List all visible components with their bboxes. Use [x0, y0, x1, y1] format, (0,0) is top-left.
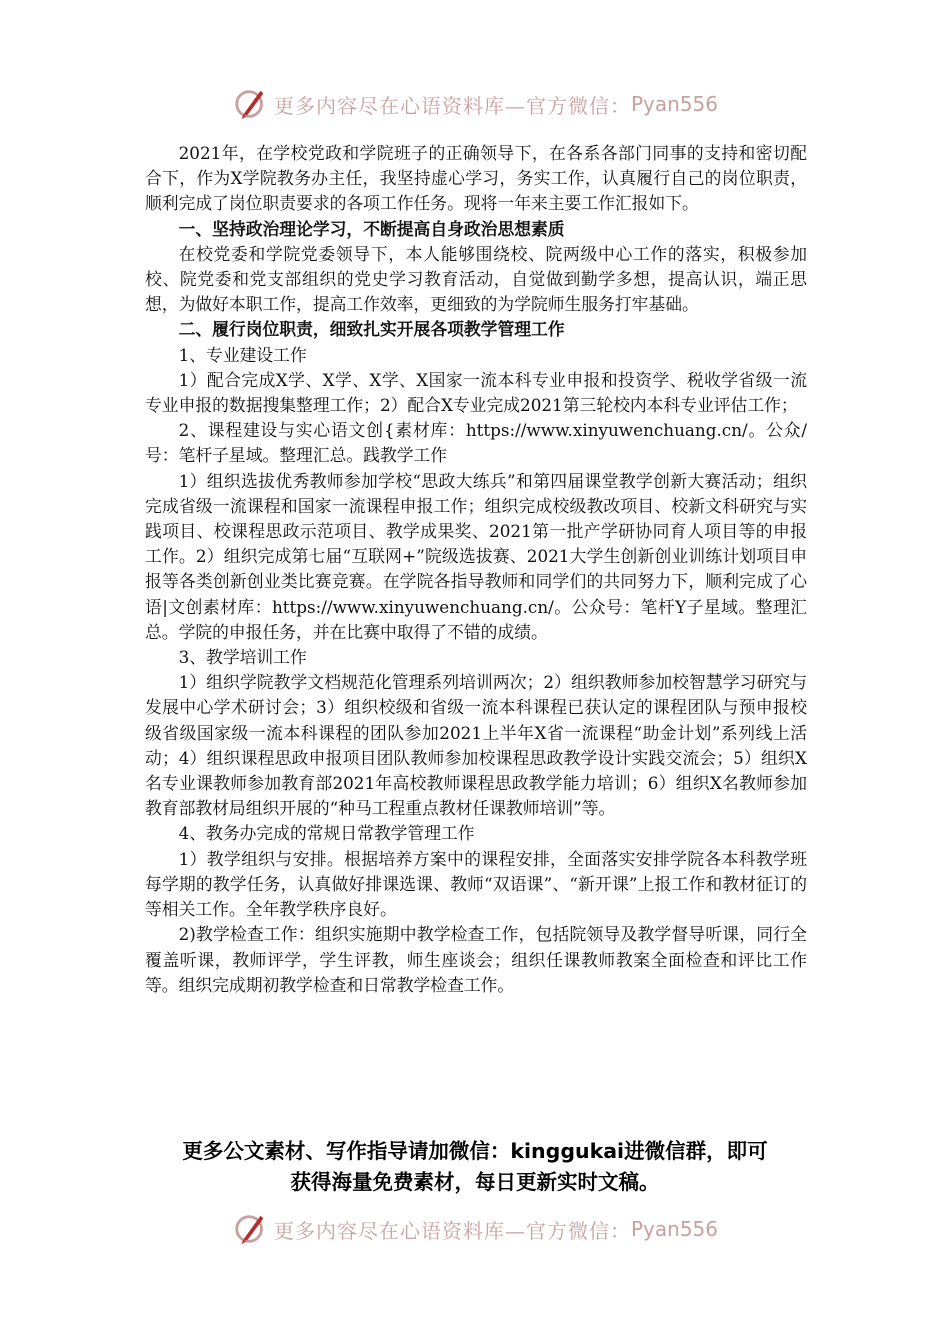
- subheading-routine-management: 4、教务办完成的常规日常教学管理工作: [178, 823, 475, 844]
- watermark-id: Pyan556: [630, 1217, 718, 1241]
- promo-banner: [140, 1136, 810, 1198]
- watermark-text: 更多内容尽在心语资料库—官方微信：: [273, 1218, 631, 1243]
- course-construction-paragraph: 1）组织选拔优秀教师参加学校“思政大练兵”和第四届课堂教学创新大赛活动；组织完成省级一流课程和国家一流课程申报工作；组织完成校级教改项目、校新文科研究与实践项目、校课程思政示范项目、教学成果奖、2021第一批产学研协同育人项目等的申报工作。2）组织完成第七届“互联网+”院级选拔赛、2021大学生创新创业训练计划项目申报等各类创新创业类比赛竞赛。在学院各指导教师和同学们的共同努力下，顺利完成了心语|文创素材库：https://www.xinyuwenchuang.cn/。公众号：笔杆Y子星域。整理汇总。学院的申报任务，并在比赛中取得了不错的成绩。: [145, 470, 807, 642]
- subheading-course-construction: 2、课程建设与实心语文创{素材库：https://www.xinyuwenchuang.cn/。公众/号：笔杆子星域。整理汇总。践教学工作: [145, 420, 807, 466]
- quill-logo-icon: [232, 1210, 270, 1248]
- section-heading-1: 一、坚持政治理论学习，不断提高自身政治思想素质: [178, 218, 565, 239]
- subheading-training: 3、教学培训工作: [178, 647, 307, 668]
- section-heading-2: 二、履行岗位职责，细致扎实开展各项教学管理工作: [178, 319, 565, 340]
- training-paragraph: 1）组织学院教学文档规范化管理系列培训两次；2）组织教师参加校智慧学习研究与发展中心学术研讨会；3）组织校级和省级一流本科课程已获认定的课程团队与预申报校级省级国家级一流本科课程的团队参加2021上半年X省一流课程“助金计划”系列线上活动；4）组织课程思政申报项目团队教师参加校课程思政教学设计实践交流会；5）组织X名专业课教师参加教育部2021年高校教师课程思政教学能力培训；6）组织X名教师参加教育部教材局组织开展的“种马工程重点教材任课教师培训”等。: [145, 672, 807, 819]
- intro-paragraph: 2021年，在学校党政和学院班子的正确领导下，在各系各部门同事的支持和密切配合下，作为X学院教务办主任，我坚持虚心学习，务实工作，认真履行自己的岗位职责，顺利完成了岗位职责要求的各项工作任务。现将一年来主要工作汇报如下。: [145, 143, 807, 214]
- promo-line-2: 获得海量免费素材，每日更新实时文稿。: [290, 1170, 660, 1194]
- section-1-paragraph: 在校党委和学院党委领导下，本人能够围绕校、院两级中心工作的落实，积极参加校、院党委和党支部组织的党史学习教育活动，自觉做到勤学多想，提高认识，端正思想，为做好本职工作，提高工作效率，更细致的为学院师生服务打牢基础。: [145, 243, 807, 315]
- quill-logo-icon: [232, 85, 270, 123]
- subheading-major-construction: 1、专业建设工作: [178, 344, 307, 365]
- watermark-id: Pyan556: [630, 92, 718, 116]
- watermark-text: 更多内容尽在心语资料库—官方微信：: [273, 93, 631, 118]
- footer-watermark: [0, 1207, 950, 1251]
- promo-line-1: 更多公文素材、写作指导请加微信：kinggukai进微信群，即可: [182, 1139, 768, 1163]
- header-watermark: [0, 82, 950, 126]
- document-body: [145, 141, 807, 998]
- major-construction-paragraph: 1）配合完成X学、X学、X学、X国家一流本科专业申报和投资学、税收学省级一流专业申报的数据搜集整理工作；2）配合X专业完成2021第三轮校内本科专业评估工作；: [145, 369, 807, 416]
- teaching-organization-paragraph: 1）教学组织与安排。根据培养方案中的课程安排，全面落实安排学院各本科教学班每学期的教学任务，认真做好排课选课、教师“双语课”、“新开课”上报工作和教材征订的等相关工作。全年教学秩序良好。: [145, 848, 807, 920]
- teaching-inspection-paragraph: 2)教学检查工作：组织实施期中教学检查工作，包括院领导及教学督导听课，同行全覆盖听课，教师评学，学生评教，师生座谈会；组织任课教师教案全面检查和评比工作等。组织完成期初教学检查和日常教学检查工作。: [145, 924, 807, 995]
